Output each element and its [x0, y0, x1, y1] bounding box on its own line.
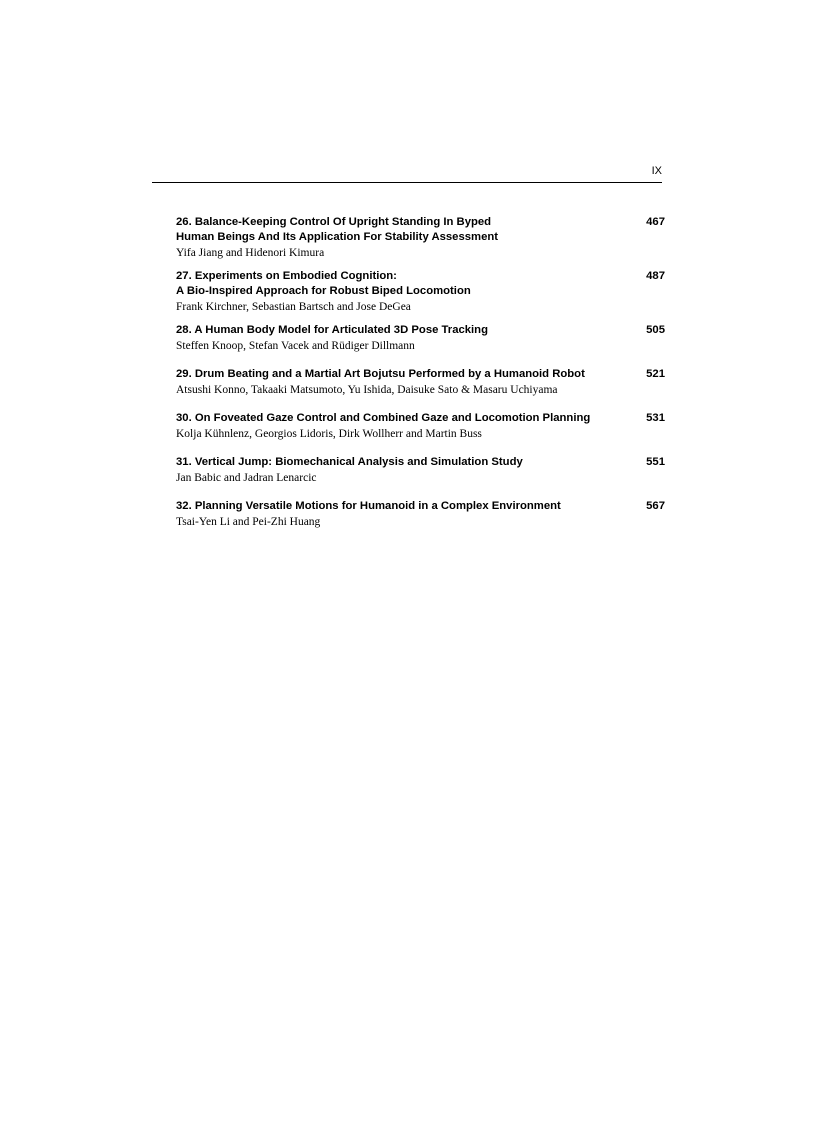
toc-entry-authors: Tsai-Yen Li and Pei-Zhi Huang: [176, 516, 321, 528]
toc-entry-page[interactable]: 487: [646, 270, 665, 282]
toc-entry-authors: Steffen Knoop, Stefan Vacek and Rüdiger Dillmann: [176, 340, 415, 352]
toc-entry-page[interactable]: 505: [646, 324, 665, 336]
toc-entry-authors: Yifa Jiang and Hidenori Kimura: [176, 247, 325, 259]
toc-entry-page[interactable]: 521: [646, 368, 665, 380]
toc-entry-27[interactable]: [176, 269, 665, 315]
toc-entry-page[interactable]: 551: [646, 456, 665, 468]
toc-entry-title[interactable]: Human Beings And Its Application For Stability Assessment: [176, 231, 499, 243]
toc-entry-authors: Kolja Kühnlenz, Georgios Lidoris, Dirk Wollherr and Martin Buss: [176, 428, 482, 440]
toc-entry-title[interactable]: 30. On Foveated Gaze Control and Combined Gaze and Locomotion Planning: [176, 412, 591, 424]
toc-entry-authors: Frank Kirchner, Sebastian Bartsch and Jose DeGea: [176, 301, 411, 313]
toc-entry-title[interactable]: 29. Drum Beating and a Martial Art Bojutsu Performed by a Humanoid Robot: [176, 368, 585, 380]
toc-entry-title[interactable]: A Bio-Inspired Approach for Robust Biped Locomotion: [176, 285, 471, 297]
toc-entry-26[interactable]: [176, 215, 665, 261]
toc-entry-28[interactable]: [176, 323, 665, 354]
toc-entry-page[interactable]: 531: [646, 412, 665, 424]
toc-entry-32[interactable]: [176, 499, 665, 530]
toc-entry-authors: Atsushi Konno, Takaaki Matsumoto, Yu Ishida, Daisuke Sato & Masaru Uchiyama: [176, 384, 558, 396]
toc-entry-title[interactable]: 28. A Human Body Model for Articulated 3D Pose Tracking: [176, 324, 488, 336]
table-of-contents: [176, 215, 665, 538]
toc-entry-title[interactable]: 27. Experiments on Embodied Cognition:: [176, 270, 397, 282]
toc-entry-29[interactable]: [176, 367, 665, 398]
toc-entry-authors: Jan Babic and Jadran Lenarcic: [176, 472, 317, 484]
header-rule: [152, 182, 662, 183]
toc-entry-page[interactable]: 567: [646, 500, 665, 512]
toc-entry-title[interactable]: 32. Planning Versatile Motions for Humanoid in a Complex Environment: [176, 500, 561, 512]
toc-entry-title[interactable]: 31. Vertical Jump: Biomechanical Analysis and Simulation Study: [176, 456, 523, 468]
toc-entry-30[interactable]: [176, 411, 665, 442]
toc-entry-title[interactable]: 26. Balance-Keeping Control Of Upright Standing In Byped: [176, 216, 492, 228]
page-number: IX: [651, 165, 662, 177]
toc-entry-page[interactable]: 467: [646, 216, 665, 228]
toc-entry-31[interactable]: [176, 455, 665, 486]
